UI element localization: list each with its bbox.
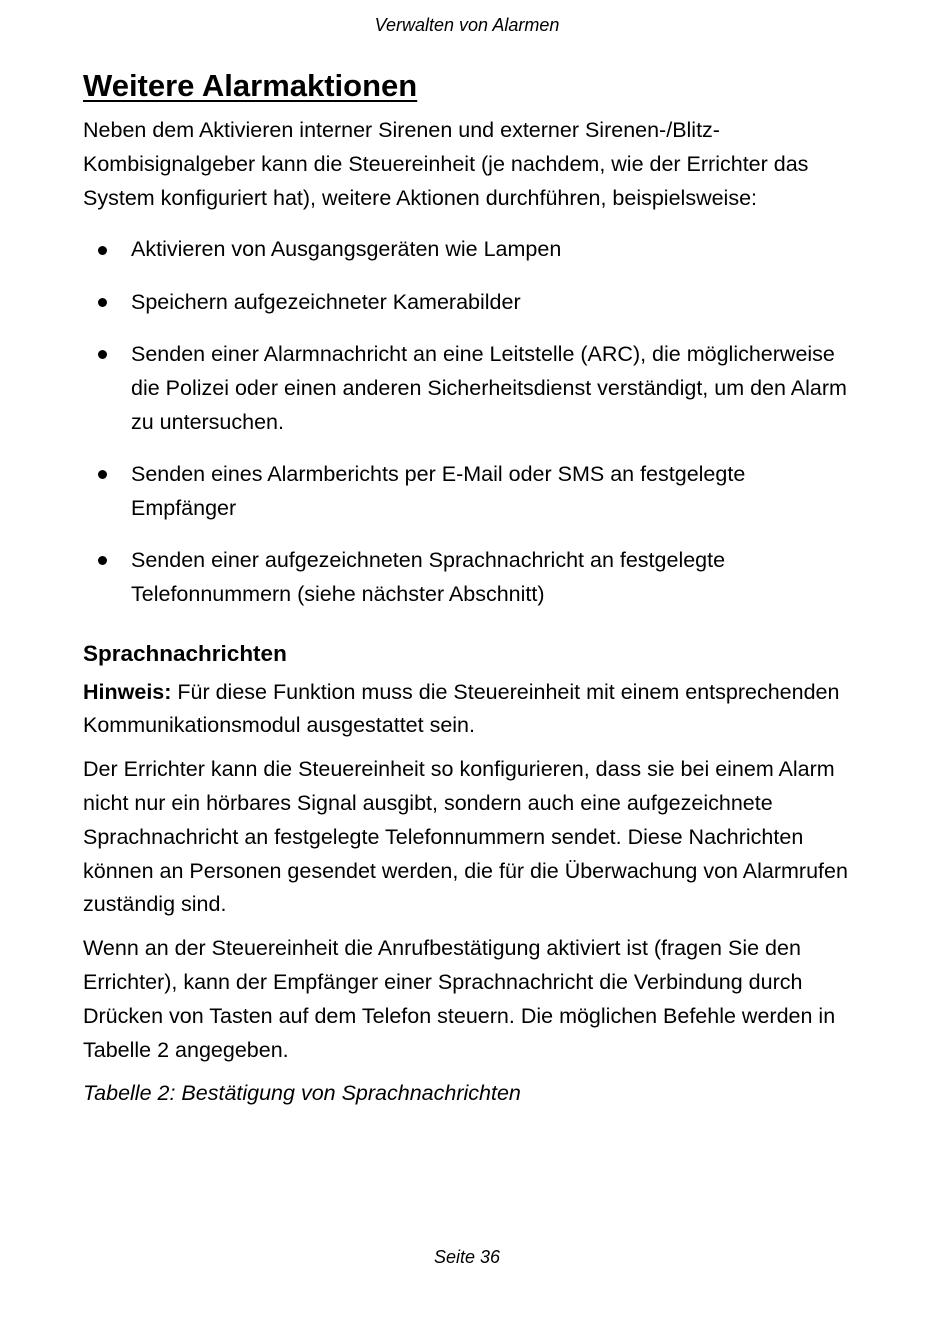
subsection-title: Sprachnachrichten	[83, 640, 287, 666]
list-item-text: Aktivieren von Ausgangsgeräten wie Lampen	[131, 237, 562, 262]
bullet-icon	[98, 470, 107, 479]
page-content	[83, 66, 853, 1111]
bullet-icon	[98, 556, 107, 565]
note-text: Für diese Funktion muss die Steuereinheit mit einem entsprechenden Kommunikationsmodul ausgestattet sein.	[83, 679, 840, 738]
list-item	[83, 233, 853, 267]
note-paragraph	[83, 676, 853, 744]
intro-paragraph: Neben dem Aktivieren interner Sirenen und externer Sirenen-/Blitz-Kombisignalgeber kann die Steuereinheit (je nachdem, wie der Errichter das System konfiguriert hat), weitere Aktionen durchführen, beispielsweise:	[83, 118, 809, 210]
list-item-text: Speichern aufgezeichneter Kamerabilder	[131, 289, 521, 314]
list-item	[83, 286, 853, 320]
bullet-icon	[98, 350, 107, 359]
running-header: Verwalten von Alarmen	[374, 15, 560, 35]
note-label: Hinweis:	[83, 679, 172, 704]
page-number: Seite 36	[433, 1247, 501, 1267]
section-title: Weitere Alarmaktionen	[83, 68, 418, 103]
list-item-text: Senden einer Alarmnachricht an eine Leitstelle (ARC), die möglicherweise die Polizei oder einen anderen Sicherheitsdienst verständigt, um den Alarm zu untersuchen.	[131, 341, 847, 434]
list-item-text: Senden eines Alarmberichts per E-Mail oder SMS an festgelegte Empfänger	[131, 461, 746, 520]
list-item	[83, 458, 853, 526]
bullet-icon	[98, 298, 107, 307]
body-paragraph: Wenn an der Steuereinheit die Anrufbestätigung aktiviert ist (fragen Sie den Errichter), kann der Empfänger einer Sprachnachricht die Verbindung durch Drücken von Tasten auf dem Telefon steuern. Die möglichen Befehle werden in Tabelle 2 angegeben.	[83, 936, 836, 1062]
table-caption: Tabelle 2: Bestätigung von Sprachnachrichten	[83, 1081, 521, 1106]
list-item	[83, 544, 853, 612]
body-paragraph: Der Errichter kann die Steuereinheit so konfigurieren, dass sie bei einem Alarm nicht nur ein hörbares Signal ausgibt, sondern auch eine aufgezeichnete Sprachnachricht an festgelegte Telefonnummern sendet. Diese Nachrichten können an Personen gesendet werden, die für die Überwachung von Alarmrufen zuständig sind.	[83, 757, 848, 917]
list-item-text: Senden einer aufgezeichneten Sprachnachricht an festgelegte Telefonnummern (siehe nächster Abschnitt)	[131, 547, 726, 606]
action-list	[83, 233, 853, 611]
bullet-icon	[98, 246, 107, 255]
list-item	[83, 338, 853, 439]
